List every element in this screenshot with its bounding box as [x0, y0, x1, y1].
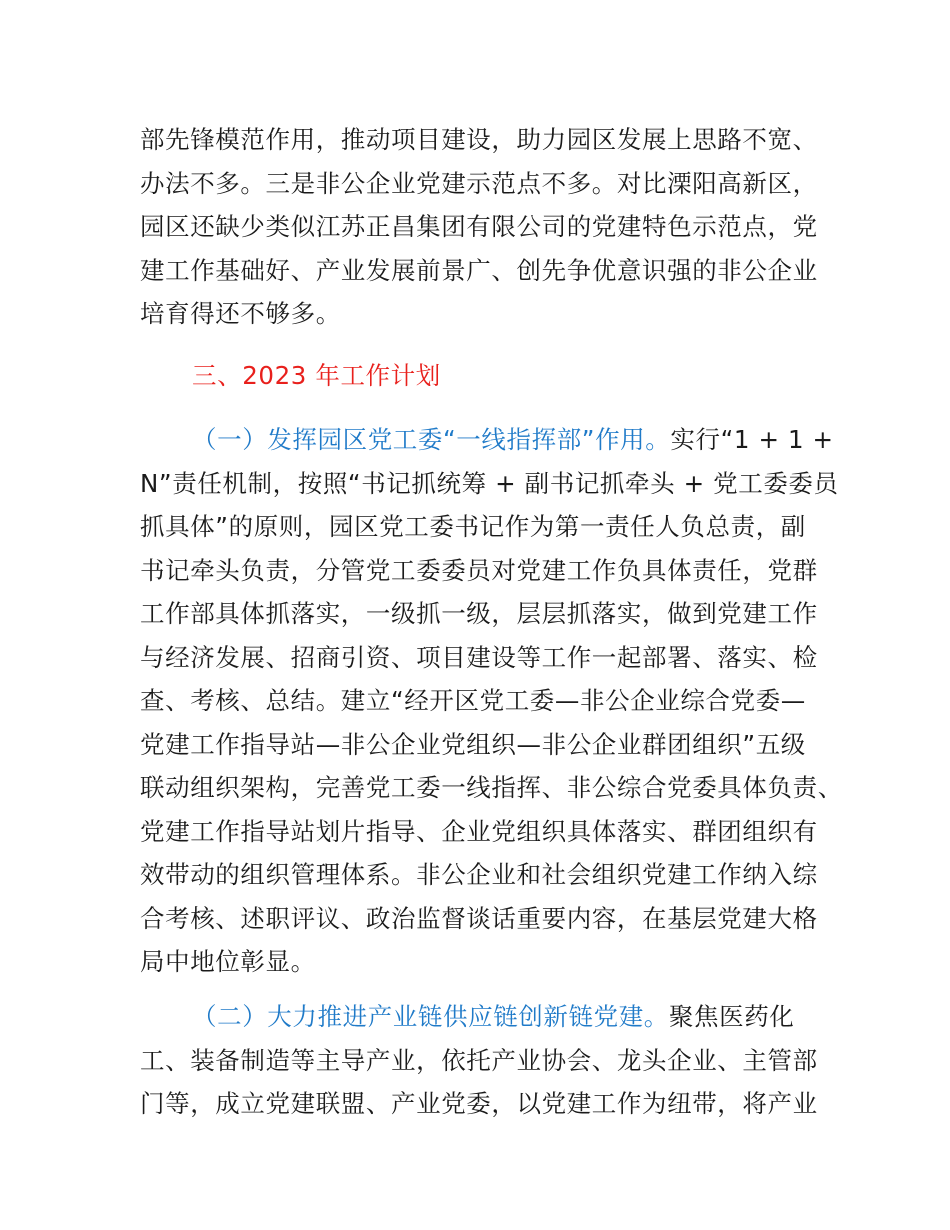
text-line: 工、装备制造等主导产业，依托产业协会、龙头企业、主管部	[140, 1045, 818, 1075]
text-line: 办法不多。三是非公企业党建示范点不多。对比溧阳高新区，	[140, 168, 818, 198]
section-heading-work-plan	[140, 354, 820, 398]
text-run: 实行“1 + 1 +	[670, 425, 834, 454]
paragraph-frontline-command	[140, 418, 843, 984]
subsection-heading: （一）发挥园区党工委“一线指挥部”作用。	[192, 425, 671, 454]
text-line	[140, 418, 834, 462]
text-line: 查、考核、总结。建立“经开区党工委—非公企业综合党委—	[140, 686, 806, 715]
text-line: 门等，成立党建联盟、产业党委，以党建工作为纽带，将产业	[140, 1089, 818, 1118]
text-line: 联动组织架构，完善党工委一线指挥、非公综合党委具体负责、	[140, 773, 843, 802]
text-line: 部先锋模范作用，推动项目建设，助力园区发展上思路不宽、	[140, 125, 818, 154]
text-line: 党建工作指导站划片指导、企业党组织具体落实、群团组织有	[140, 816, 818, 846]
text-line: 党建工作指导站—非公企业党组织—非公企业群团组织”五级	[140, 729, 806, 759]
text-line: 与经济发展、招商引资、项目建设等工作一起部署、落实、检	[140, 642, 818, 672]
subsection-heading: （二）大力推进产业链供应链创新链党建。	[192, 1002, 669, 1031]
text-line: 书记牵头负责，分管党工委委员对党建工作负具体责任，党群	[140, 555, 818, 585]
text-line: 培育得还不够多。	[140, 299, 341, 328]
text-run: 聚焦医药化	[668, 1002, 795, 1031]
text-line: 建工作基础好、产业发展前景广、创先争优意识强的非公企业	[140, 255, 818, 285]
text-line: 局中地位彰显。	[140, 947, 316, 976]
text-line	[140, 995, 820, 1039]
text-line: 合考核、述职评议、政治监督谈话重要内容，在基层党建大格	[140, 903, 818, 933]
text-line: 园区还缺少类似江苏正昌集团有限公司的党建特色示范点，党	[140, 212, 818, 241]
section-heading-text: 三、2023 年工作计划	[192, 361, 441, 390]
paragraph-weaknesses	[140, 118, 820, 336]
text-line: 工作部具体抓落实，一级抓一级，层层抓落实，做到党建工作	[140, 599, 818, 628]
text-line: 抓具体”的原则，园区党工委书记作为第一责任人负总责，副	[140, 512, 806, 541]
text-line: 效带动的组织管理体系。非公企业和社会组织党建工作纳入综	[140, 860, 818, 889]
text-line: N”责任机制，按照“书记抓统筹 + 副书记抓牵头 + 党工委委员	[140, 468, 839, 498]
paragraph-industry-chain	[140, 995, 820, 1126]
